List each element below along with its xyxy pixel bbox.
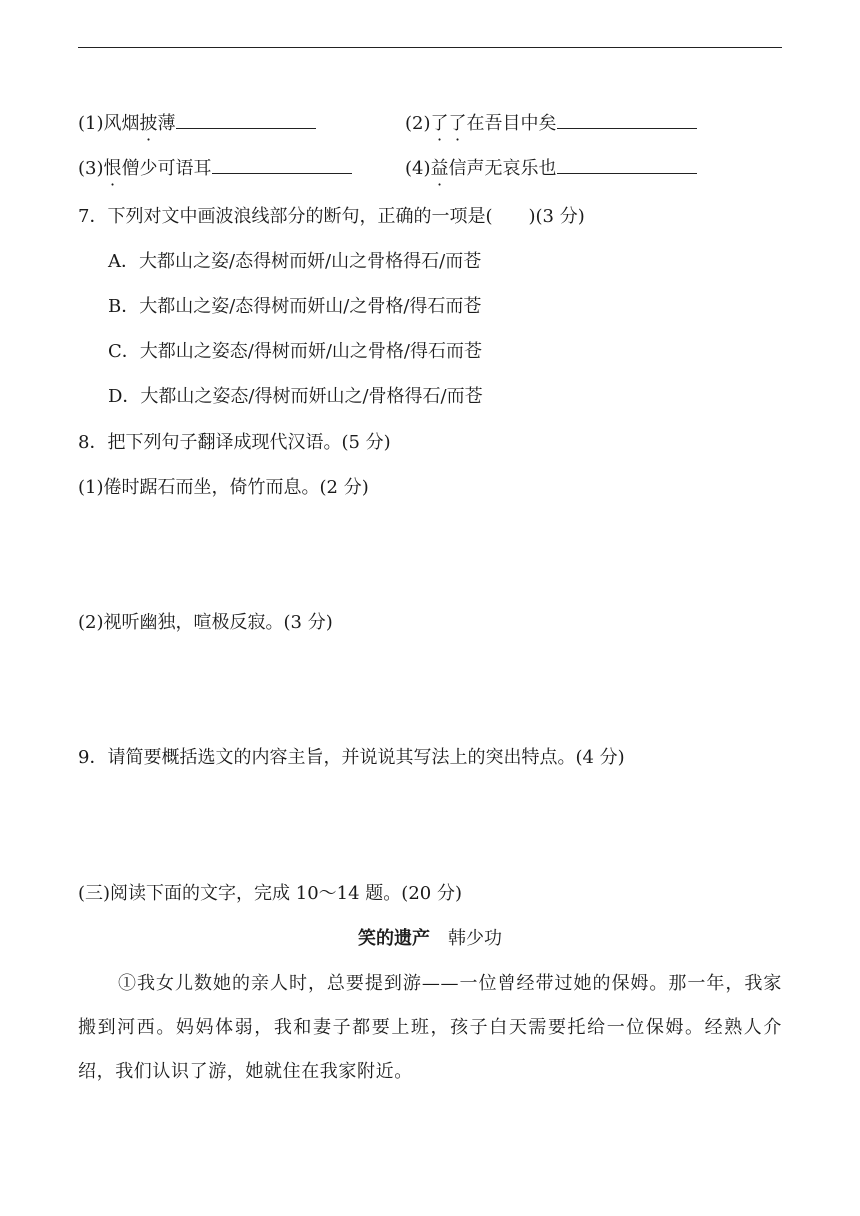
header-rule <box>78 47 782 48</box>
q8-sub-2: (2)视听幽独，喧极反寂。(3 分) <box>78 612 333 633</box>
q6-item-3-post: 僧少可语耳 <box>121 158 212 179</box>
answer-blank[interactable] <box>176 112 316 129</box>
article-paragraph-1: ①我女儿数她的亲人时，总要提到游——一位曾经带过她的保姆。那一年，我家搬到河西。妈妈体弱，我和妻子都要上班，孩子白天需要托给一位保姆。经熟人介绍，我们认识了游，她就住在我家附近。 <box>78 973 782 1082</box>
q6-item-1-dotted-char: 披 <box>139 113 158 134</box>
article-title: 笑的遗产 <box>358 928 430 949</box>
q6-item-4-dotted-char: 益 <box>430 158 449 179</box>
q6-item-2-num: (2) <box>405 113 431 134</box>
q7-option-d: D．大都山之姿态/得树而妍山之/骨格得石/而苍 <box>108 386 483 407</box>
q6-item-3-num: (3) <box>78 158 104 179</box>
q6-item-3-dotted-char: 恨 <box>103 158 122 179</box>
answer-blank[interactable] <box>557 112 697 129</box>
q6-item-4-post: 信声无哀乐也 <box>448 158 557 179</box>
q8-sub-1: (1)倦时踞石而坐，倚竹而息。(2 分) <box>78 477 369 498</box>
q6-item-1-pre: 风烟 <box>103 113 140 134</box>
q6-item-2-dotted-char-1: 了 <box>430 113 449 134</box>
q6-item-2-post: 在吾目中矣 <box>466 113 557 134</box>
q6-item-4-num: (4) <box>405 158 431 179</box>
q6-item-3 <box>78 157 352 181</box>
q6-item-1 <box>78 112 316 136</box>
q6-item-4 <box>405 157 697 181</box>
answer-blank[interactable] <box>557 157 697 174</box>
q7-option-a: A．大都山之姿/态得树而妍/山之骨格得石/而苍 <box>108 251 482 272</box>
q7-option-c: C．大都山之姿态/得树而妍/山之骨格/得石而苍 <box>108 341 482 362</box>
q7-stem: 7．下列对文中画波浪线部分的断句，正确的一项是( )(3 分) <box>78 206 585 227</box>
article-author: 韩少功 <box>448 928 502 949</box>
q8-stem: 8．把下列句子翻译成现代汉语。(5 分) <box>78 432 391 453</box>
answer-blank[interactable] <box>212 157 352 174</box>
article-title-line <box>0 927 860 951</box>
q6-item-1-num: (1) <box>78 113 104 134</box>
q6-item-2-dotted-char-2: 了 <box>448 113 467 134</box>
q9-stem: 9．请简要概括选文的内容主旨，并说说其写法上的突出特点。(4 分) <box>78 747 625 768</box>
q7-option-b: B．大都山之姿/态得树而妍山/之骨格/得石而苍 <box>108 296 482 317</box>
q6-item-1-post: 薄 <box>157 113 176 134</box>
section-3-heading: (三)阅读下面的文字，完成 10～14 题。(20 分) <box>78 883 462 904</box>
q6-item-2 <box>405 112 697 136</box>
